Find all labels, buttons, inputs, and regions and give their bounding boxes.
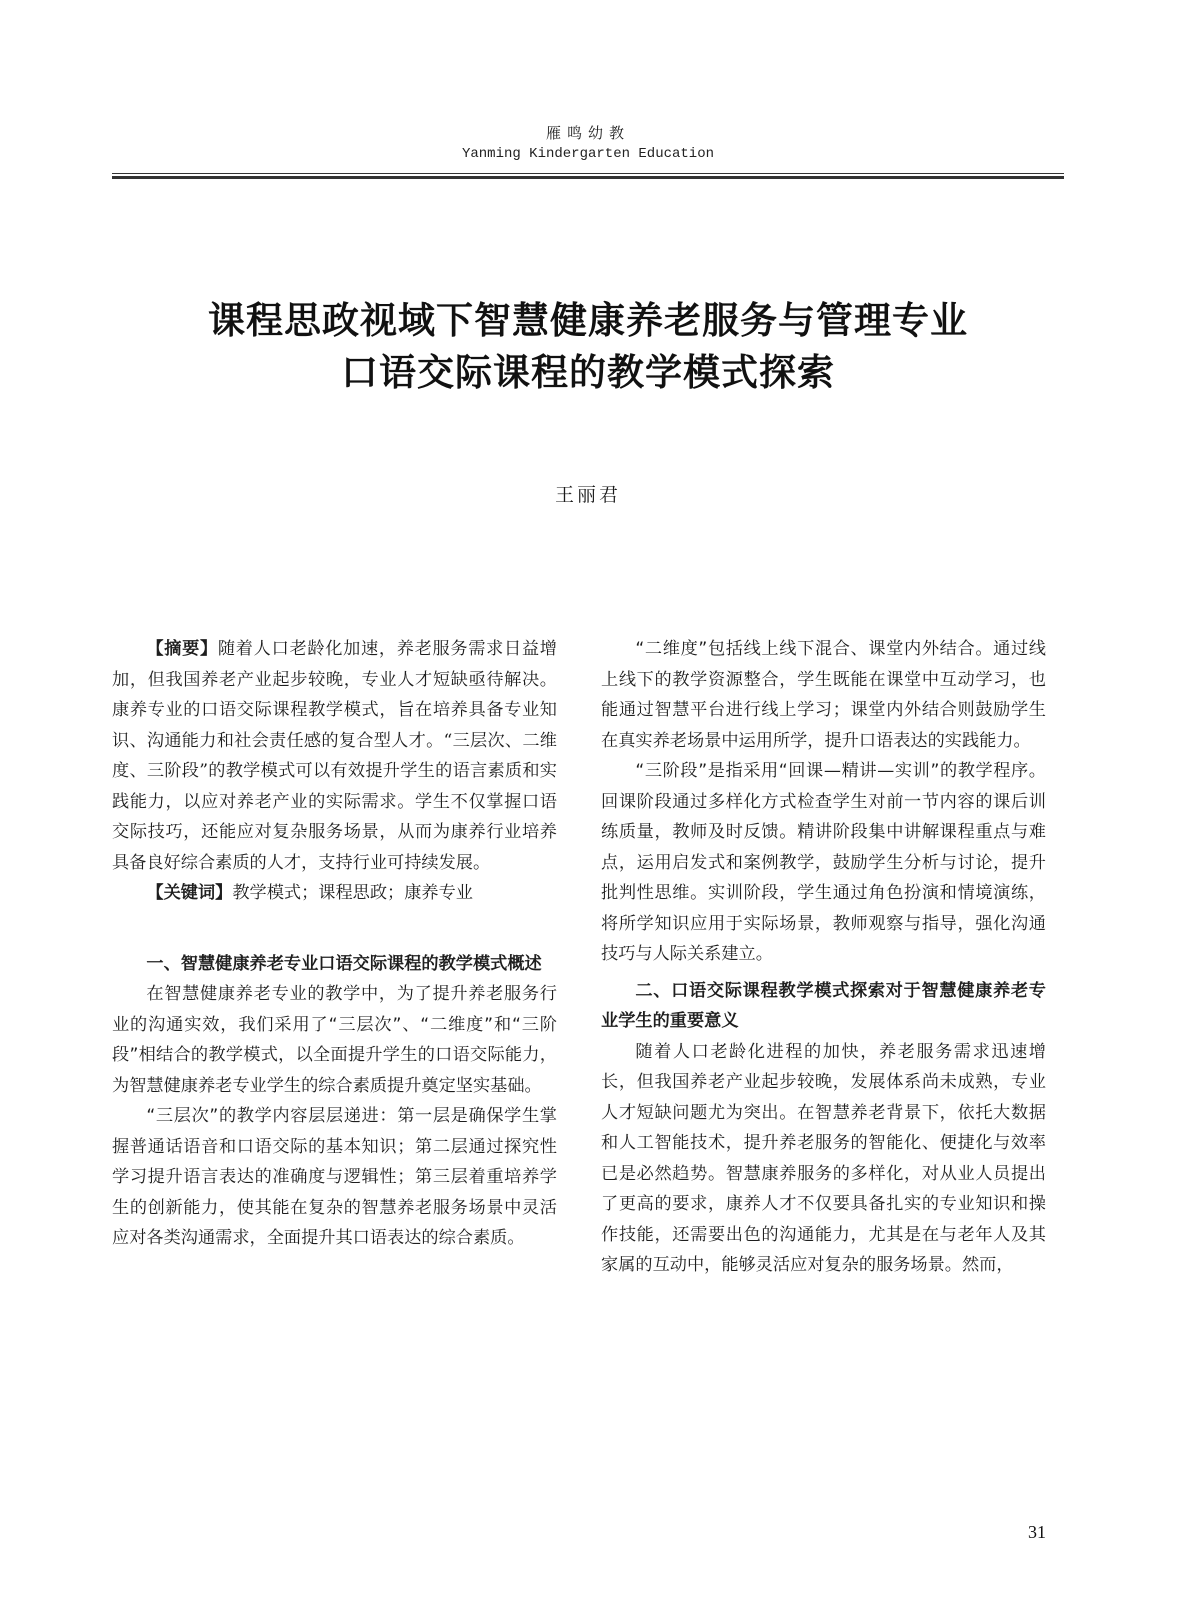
section-1-paragraph: “二维度”包括线上线下混合、课堂内外结合。通过线上线下的教学资源整合，学生既能在课堂中互动学习，也能通过智慧平台进行线上学习；课堂内外结合则鼓励学生在真实养老场景中运用所学，提升口语表达的实践能力。	[601, 639, 1046, 751]
keywords-label: 【关键词】	[146, 883, 233, 903]
abstract-paragraph	[112, 634, 557, 878]
keywords-paragraph	[112, 878, 557, 909]
journal-name-cn: 雁鸣幼教	[545, 124, 630, 142]
header-rule-thin	[112, 173, 1064, 174]
section-1-heading: 一、智慧健康养老专业口语交际课程的教学模式概述	[146, 953, 542, 974]
keywords-text: 教学模式；课程思政；康养专业	[232, 883, 473, 903]
section-1-paragraph: 在智慧健康养老专业的教学中，为了提升养老服务行业的沟通实效，我们采用了“三层次”、“二维度”和“三阶段”相结合的教学模式，以全面提升学生的口语交际能力，为智慧健康养老专业学生的综合素质提升奠定坚实基础。	[112, 984, 557, 1096]
right-column	[601, 634, 1046, 1281]
article-title-line-1: 课程思政视域下智慧健康养老服务与管理专业	[208, 298, 968, 342]
header-rule-thick	[112, 176, 1064, 179]
abstract-text: 随着人口老龄化加速，养老服务需求日益增加，但我国养老产业起步较晚，专业人才短缺亟待解决。康养专业的口语交际课程教学模式，旨在培养具备专业知识、沟通能力和社会责任感的复合型人才。“三层次、二维度、三阶段”的教学模式可以有效提升学生的语言素质和实践能力，以应对养老产业的实际需求。学生不仅掌握口语交际技巧，还能应对复杂服务场景，从而为康养行业培养具备良好综合素质的人才，支持行业可持续发展。	[112, 639, 557, 873]
section-2-paragraph: 随着人口老龄化进程的加快，养老服务需求迅速增长，但我国养老产业起步较晚，发展体系尚未成熟，专业人才短缺问题尤为突出。在智慧养老背景下，依托大数据和人工智能技术，提升养老服务的智能化、便捷化与效率已是必然趋势。智慧康养服务的多样化，对从业人员提出了更高的要求，康养人才不仅要具备扎实的专业知识和操作技能，还需要出色的沟通能力，尤其是在与老年人及其家属的互动中，能够灵活应对复杂的服务场景。然而，	[601, 1041, 1046, 1275]
journal-name-en: Yanming Kindergarten Education	[461, 146, 715, 162]
page-number: 31	[1028, 1522, 1046, 1542]
left-column	[112, 634, 557, 1254]
section-2-heading: 二、口语交际课程教学模式探索对于智慧健康养老专业学生的重要意义	[601, 980, 1046, 1031]
article-title-line-2: 口语交际课程的教学模式探索	[341, 350, 835, 394]
author-name: 王丽君	[554, 484, 621, 506]
spacer	[112, 909, 557, 949]
section-1-paragraph: “三阶段”是指采用“回课—精讲—实训”的教学程序。回课阶段通过多样化方式检查学生对前一节内容的课后训练质量，教师及时反馈。精讲阶段集中讲解课程重点与难点，运用启发式和案例教学，鼓励学生分析与讨论，提升批判性思维。实训阶段，学生通过角色扮演和情境演练，将所学知识应用于实际场景，教师观察与指导，强化沟通技巧与人际关系建立。	[601, 761, 1046, 964]
abstract-label: 【摘要】	[146, 639, 218, 659]
section-1-paragraph: “三层次”的教学内容层层递进：第一层是确保学生掌握普通话语音和口语交际的基本知识；第二层通过探究性学习提升语言表达的准确度与逻辑性；第三层着重培养学生的创新能力，使其能在复杂的智慧养老服务场景中灵活应对各类沟通需求，全面提升其口语表达的综合素质。	[112, 1106, 557, 1248]
